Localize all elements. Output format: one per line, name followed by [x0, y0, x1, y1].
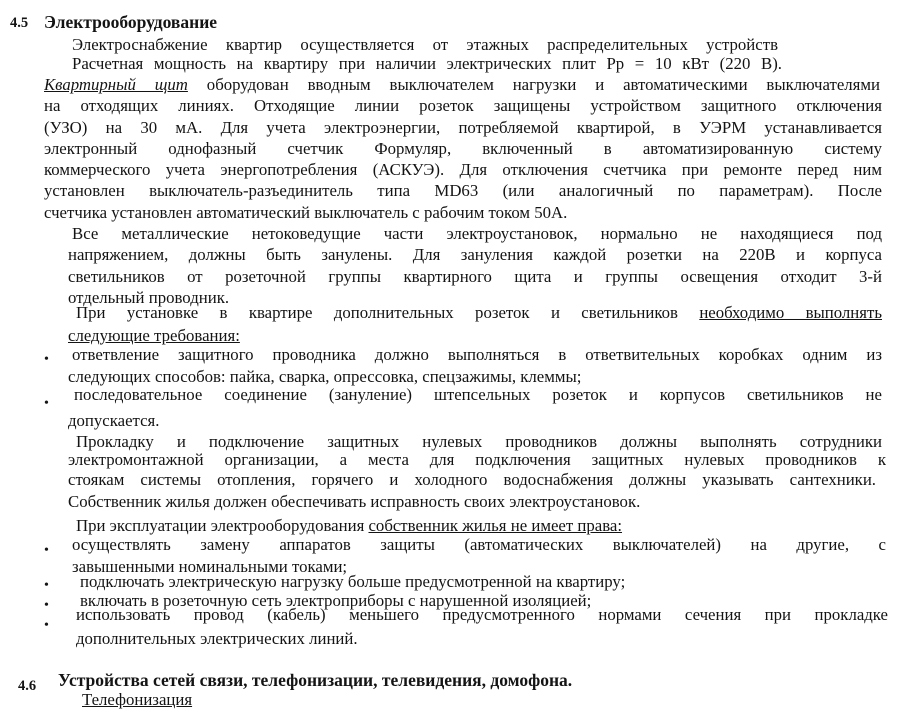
- paragraph-line: [76, 516, 622, 536]
- bullet-item-line: завышенными номинальными токами;: [72, 557, 348, 576]
- paragraph-line: коммерческого учета энергопотребления (АСКУЭ). Для отключения счетчика при ремонте перед ним: [44, 160, 882, 179]
- bullet-item-line: ответвление защитного проводника должно выполняться в ответвительных коробках одним из: [72, 345, 882, 364]
- bullet-item-line: подключать электрическую нагрузку больше предусмотренной на квартиру;: [80, 572, 626, 591]
- paragraph-line: Электроснабжение квартир осуществляется от этажных распределительных устройств: [72, 35, 778, 54]
- section-number-4-5: 4.5: [10, 15, 29, 31]
- paragraph-line: Все металлические нетоковедущие части электроустановок, нормально не находящиеся под: [72, 224, 882, 243]
- bullet-item-line: последовательное соединение (зануление) штепсельных розеток и корпусов светильников не: [74, 385, 882, 404]
- bullet-marker: •: [44, 396, 49, 411]
- paragraph-line: [76, 303, 882, 323]
- bullet-item-line: допускается.: [68, 411, 160, 430]
- paragraph-line: светильников от розеточной группы квартирного щита и группы освещения отходит 3-й: [68, 267, 882, 286]
- underlined-requirement: следующие требования:: [68, 326, 240, 345]
- paragraph-line: электронный однофазный счетчик Формуляр, включенный в автоматизированную систему: [44, 139, 882, 158]
- paragraph-line: [44, 75, 880, 95]
- bullet-marker: •: [44, 543, 49, 558]
- bullet-marker: •: [44, 618, 49, 633]
- paragraph-line: отдельный проводник.: [68, 288, 230, 307]
- bullet-item-line: следующих способов: пайка, сварка, опрессовка, спецзажимы, клеммы;: [68, 367, 582, 386]
- bullet-item-line: дополнительных электрических линий.: [76, 629, 358, 648]
- paragraph-line: счетчика установлен автоматический выключатель с рабочим током 50А.: [44, 203, 568, 222]
- paragraph-line: стоякам системы отопления, горячего и холодного водоснабжения должны указывать сантехники.: [68, 470, 876, 489]
- subheading-telefonizatsiya: Телефонизация: [82, 690, 193, 709]
- paragraph-line: Прокладку и подключение защитных нулевых проводников должны выполнять сотрудники: [76, 432, 882, 451]
- section-title-4-6: Устройства сетей связи, телефонизации, телевидения, домофона.: [58, 670, 573, 690]
- bullet-item-line: осуществлять замену аппаратов защиты (автоматических выключателей) на другие, с: [72, 535, 886, 554]
- paragraph-line: на отходящих линиях. Отходящие линии розеток защищены устройством защитного отключения: [44, 96, 882, 115]
- bullet-marker: •: [44, 352, 49, 367]
- paragraph-text: оборудован вводным выключателем нагрузки и автоматическими выключателями: [187, 75, 880, 94]
- paragraph-line: (УЗО) на 30 мА. Для учета электроэнергии, потребляемой квартирой, в УЭРМ устанавливается: [44, 118, 882, 137]
- paragraph-line: электромонтажной организации, а места для подключения защитных нулевых проводников к: [68, 450, 886, 469]
- bullet-marker: •: [44, 598, 49, 613]
- paragraph-line: Собственник жилья должен обеспечивать исправность своих электроустановок.: [68, 492, 641, 511]
- italic-term-kvartirny-shchit: Квартирный щит: [44, 75, 188, 94]
- underlined-requirement: необходимо выполнять: [699, 303, 882, 322]
- paragraph-line: напряжением, должны быть занулены. Для зануления каждой розетки на 220В и корпуса: [68, 245, 882, 264]
- section-title-4-5: Электрооборудование: [44, 12, 218, 32]
- paragraph-text: При установке в квартире дополнительных розеток и светильников: [76, 303, 700, 322]
- paragraph-line: установлен выключатель-разъединитель типа MD63 (или аналогичный по параметрам). После: [44, 181, 882, 200]
- bullet-marker: •: [44, 578, 49, 593]
- paragraph-text: При эксплуатации электрооборудования: [76, 516, 369, 535]
- bullet-item-line: использовать провод (кабель) меньшего предусмотренного нормами сечения при прокладке: [76, 605, 888, 624]
- paragraph-line: Расчетная мощность на квартиру при наличии электрических плит Рр = 10 кВт (220 В).: [72, 54, 782, 73]
- section-number-4-6: 4.6: [18, 678, 37, 694]
- underlined-prohibition: собственник жилья не имеет права:: [368, 516, 623, 535]
- bullet-item-line: включать в розеточную сеть электроприборы с нарушенной изоляцией;: [80, 591, 592, 610]
